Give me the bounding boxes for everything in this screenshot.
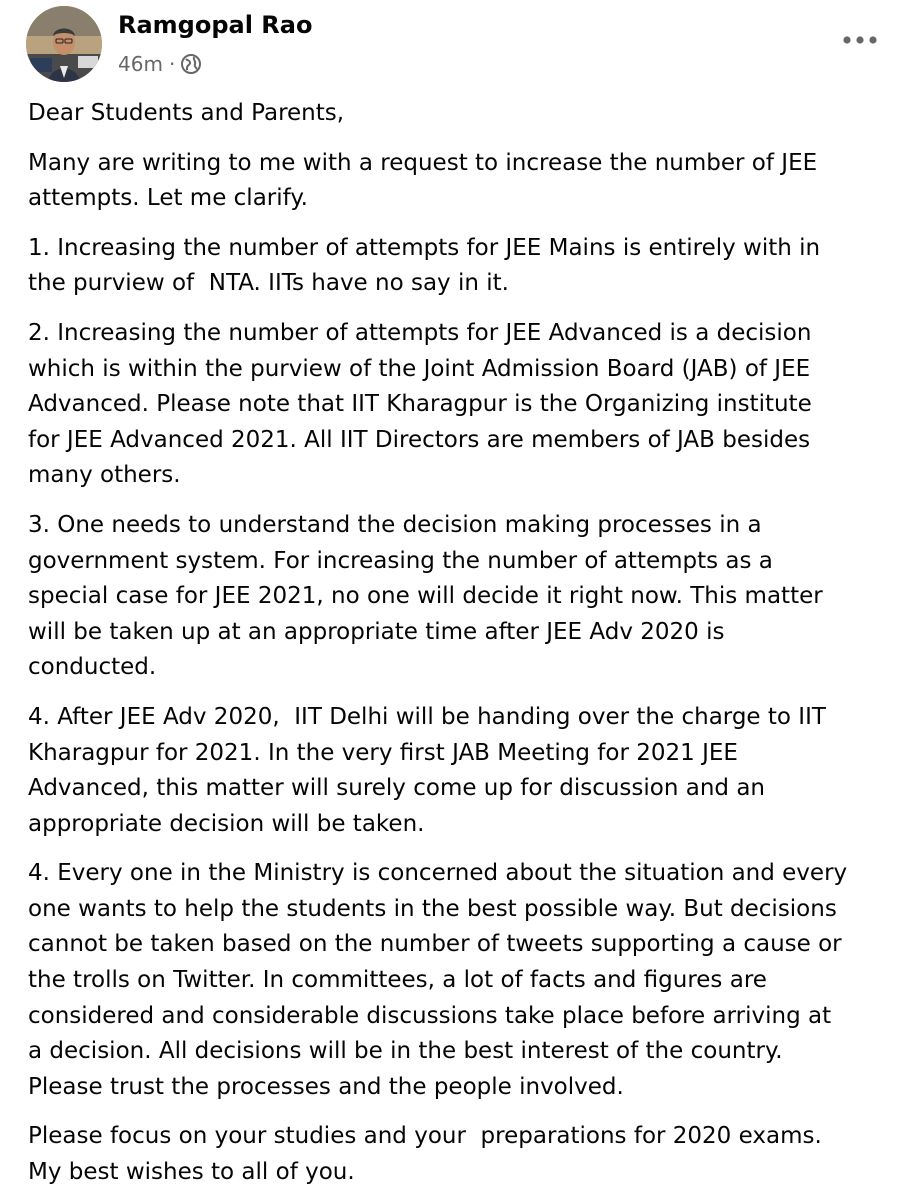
author-name[interactable]: Ramgopal Rao — [118, 11, 313, 39]
paragraph-line: My best wishes to all of you. — [28, 1159, 355, 1186]
paragraph-line: Kharagpur for 2021. In the very first JAB Meeting for 2021 JEE — [28, 739, 738, 766]
post-paragraph — [28, 96, 898, 132]
paragraph-line: 4. Every one in the Ministry is concerned about the situation and every — [28, 860, 848, 887]
paragraph-line: many others. — [28, 462, 181, 489]
more-options-icon[interactable] — [832, 24, 888, 56]
post-meta — [118, 50, 202, 78]
paragraph-line: Advanced. Please note that IIT Kharagpur is the Organizing institute — [28, 391, 812, 418]
paragraph-line: which is within the purview of the Joint Admission Board (JAB) of JEE — [28, 355, 811, 382]
paragraph-line: Dear Students and Parents, — [28, 100, 345, 126]
post-paragraph — [28, 856, 898, 1105]
paragraph-line: the purview of NTA. IITs have no say in it. — [28, 270, 509, 297]
paragraph-line: Please trust the processes and the people involved. — [28, 1073, 624, 1100]
paragraph-line: 2. Increasing the number of attempts for JEE Advanced is a decision — [28, 319, 812, 346]
post-paragraph — [28, 231, 898, 302]
post-timestamp[interactable]: 46m — [118, 52, 163, 76]
paragraph-line: special case for JEE 2021, no one will decide it right now. This matter — [28, 583, 823, 610]
post-paragraph — [28, 508, 898, 686]
paragraph-line: a decision. All decisions will be in the best interest of the country. — [28, 1038, 783, 1065]
post-paragraph — [28, 700, 898, 842]
paragraph-line: 1. Increasing the number of attempts for JEE Mains is entirely with in — [28, 234, 821, 261]
paragraph-line: considered and considerable discussions take place before arriving at — [28, 1002, 832, 1029]
globe-icon[interactable] — [180, 53, 202, 75]
paragraph-line: Advanced, this matter will surely come up for discussion and an — [28, 775, 765, 802]
paragraph-line: 4. After JEE Adv 2020, IIT Delhi will be handing over the charge to IIT — [28, 703, 826, 730]
paragraph-line: 3. One needs to understand the decision making processes in a — [28, 511, 762, 538]
paragraph-line: for JEE Advanced 2021. All IIT Directors are members of JAB besides — [28, 426, 811, 453]
paragraph-line: appropriate decision will be taken. — [28, 810, 425, 837]
paragraph-line: conducted. — [28, 654, 157, 681]
post-paragraph — [28, 1119, 898, 1190]
author-avatar[interactable] — [26, 6, 102, 82]
paragraph-line: cannot be taken based on the number of tweets supporting a cause or — [28, 931, 842, 958]
paragraph-line: one wants to help the students in the best possible way. But decisions — [28, 895, 837, 922]
avatar-photo — [26, 6, 102, 82]
post-paragraph — [28, 316, 898, 494]
post-body — [28, 96, 898, 1200]
meta-separator: · — [168, 52, 176, 76]
paragraph-line: Please focus on your studies and your preparations for 2020 exams. — [28, 1123, 822, 1150]
paragraph-line: government system. For increasing the number of attempts as a — [28, 547, 773, 574]
paragraph-line: attempts. Let me clarify. — [28, 185, 308, 212]
paragraph-line: the trolls on Twitter. In committees, a lot of facts and figures are — [28, 967, 767, 994]
paragraph-line: will be taken up at an appropriate time after JEE Adv 2020 is — [28, 618, 725, 645]
paragraph-line: Many are writing to me with a request to increase the number of JEE — [28, 149, 818, 176]
post-header — [0, 0, 903, 90]
post-paragraph — [28, 146, 898, 217]
